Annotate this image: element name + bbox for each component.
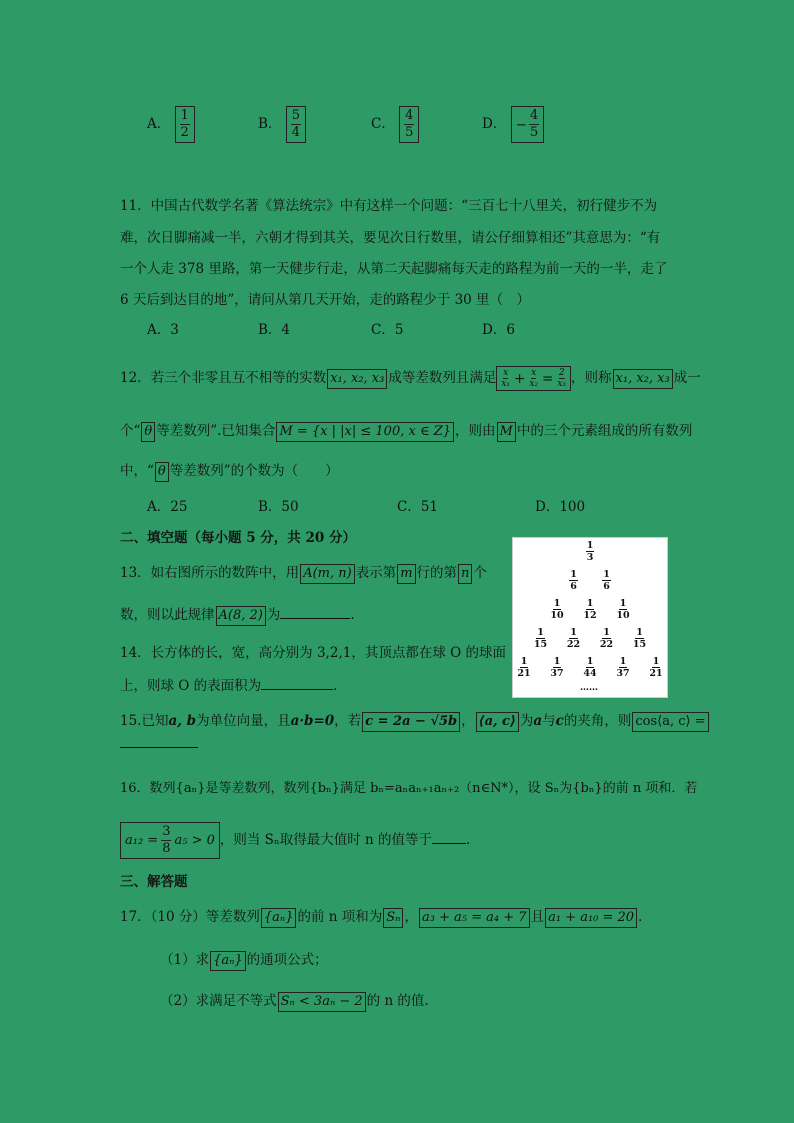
math-expression: a₁ + a₁₀ = 20 xyxy=(545,908,637,928)
q13-line-2 xyxy=(120,604,355,626)
answer-blank[interactable] xyxy=(120,747,198,748)
fraction-box xyxy=(511,106,545,143)
math-expression: A(8, 2) xyxy=(216,606,266,626)
q11-option-b: B．4 xyxy=(258,322,291,338)
q12-line-3 xyxy=(120,461,339,482)
fraction-numerator: 1 xyxy=(553,598,561,609)
q12-option-d: D．100 xyxy=(535,499,586,515)
q12-line-2 xyxy=(120,421,692,442)
math-expression: θ xyxy=(155,462,169,482)
fraction-numerator: 1 xyxy=(570,569,577,580)
q14-text: 上，则球 O 的表面积为 xyxy=(120,678,262,694)
math-expression: M = {x | |x| ≤ 100, x ∈ Z} xyxy=(276,422,454,442)
q17-text: （2）求满足不等式 xyxy=(160,993,277,1009)
q12-text: 成一 xyxy=(673,370,701,386)
q17-part-1 xyxy=(160,950,328,971)
q10-option-a xyxy=(147,106,195,143)
fraction-numerator: 1 xyxy=(586,598,594,609)
fraction-denominator: 37 xyxy=(550,668,564,679)
fraction-denominator: 15 xyxy=(632,639,647,650)
math-expression: x₁, x₂, x₃ xyxy=(327,369,387,389)
fraction-box xyxy=(286,106,306,143)
triangle-fraction xyxy=(549,598,565,621)
math-inequality-box xyxy=(120,822,220,859)
triangle-fraction xyxy=(648,656,664,679)
fraction-numerator: 1 xyxy=(586,656,594,667)
fraction xyxy=(501,368,510,389)
fraction-numerator: 1 xyxy=(586,540,594,551)
fraction xyxy=(161,824,171,857)
q12-text: 中，“ xyxy=(120,463,154,479)
section-heading-fill-in: 二、填空题（每小题 5 分，共 20 分） xyxy=(120,530,356,546)
q11-line-3: 一个人走 378 里路，第一天健步行走，从第二天起脚痛每天走的路程为前一天的一半，走了 xyxy=(120,261,668,277)
triangle-fraction xyxy=(615,598,631,621)
q13-text: 个 xyxy=(473,565,487,581)
q12-option-c: C．51 xyxy=(397,499,439,515)
fraction-numerator: 1 xyxy=(603,569,610,580)
fraction-denominator: 6 xyxy=(570,581,577,592)
q12-text: ，则称 xyxy=(571,370,612,386)
q17-text: ， xyxy=(404,909,418,925)
fraction-numerator: 1 xyxy=(570,627,577,638)
triangle-fraction xyxy=(582,656,598,679)
answer-blank[interactable] xyxy=(432,829,466,844)
section-heading-solutions: 三、解答题 xyxy=(120,874,188,890)
math-expression: M xyxy=(497,422,516,442)
option-letter: C． xyxy=(371,116,395,132)
q12-text: 个“ xyxy=(120,423,141,439)
q11-line-4: 6 天后到达目的地”，请问从第几天开始，走的路程少于 30 里（ ） xyxy=(120,292,531,308)
math-expression: A(m, n) xyxy=(300,564,355,584)
fraction-numerator: x xyxy=(531,368,537,378)
q11-line-2: 难，次日脚痛减一半，六朝才得到其关，要见次日行数里，请公仔细算相还”其意思为：“有 xyxy=(120,230,661,246)
fraction-denominator: 2 xyxy=(180,125,189,140)
triangle-fraction xyxy=(615,656,631,679)
q13-text: 13．如右图所示的数阵中，用 xyxy=(120,565,300,581)
math-expression: x₁, x₂, x₃ xyxy=(613,369,673,389)
q15-text: 为 xyxy=(519,713,534,729)
q14-line-2 xyxy=(120,675,337,696)
fraction-numerator: 1 xyxy=(603,627,610,638)
q13-text: 表示第 xyxy=(355,565,397,581)
fraction-denominator: 22 xyxy=(566,639,581,650)
q15-text: 15.已知 xyxy=(120,713,169,729)
q10-option-d xyxy=(482,106,544,143)
triangle-fraction xyxy=(516,656,532,679)
fraction-numerator: 1 xyxy=(652,656,660,667)
q15-text: 的夹角，则 xyxy=(563,713,632,729)
plus-sign: + xyxy=(514,370,526,387)
fraction-denominator: 4 xyxy=(291,125,300,140)
fraction-denominator: 37 xyxy=(616,668,630,679)
math-expression: Sₙ xyxy=(383,908,403,928)
math-term: a₅ > 0 xyxy=(174,832,215,848)
q11-option-d: D．6 xyxy=(482,322,515,338)
q11-option-a: A．3 xyxy=(147,322,179,338)
q12-option-b: B．50 xyxy=(258,499,299,515)
q15-text: 为单位向量，且 xyxy=(196,713,291,729)
q17-part-2 xyxy=(160,991,429,1012)
fraction xyxy=(529,368,538,389)
q17-text: 的 n 的值. xyxy=(366,993,429,1009)
math-equation-box xyxy=(496,366,571,391)
math-expression: ⟨a, c⟩ xyxy=(476,712,519,732)
q17-text: 17．（10 分）等差数列 xyxy=(120,909,260,925)
q17-text: ． xyxy=(638,909,652,925)
answer-blank[interactable] xyxy=(261,675,333,690)
q16-text: ． xyxy=(466,832,480,848)
q16-text: ，则当 Sₙ取得最大值时 n 的值等于 xyxy=(219,832,433,848)
continuation-dots: …… xyxy=(580,683,598,693)
fraction-numerator: x xyxy=(503,368,509,378)
q16-line-1: 16．数列{aₙ}是等差数列，数列{bₙ}满足 bₙ=aₙaₙ₊₁aₙ₊₂（n∈N*），设 Sₙ为{bₙ}的前 n 项和．若 xyxy=(120,781,698,796)
vector-symbol: a, b xyxy=(168,713,197,729)
q16-line-2 xyxy=(120,822,480,859)
math-expression: {aₙ} xyxy=(261,908,297,928)
fraction xyxy=(557,368,566,389)
q17-text: 的通项公式； xyxy=(246,952,328,968)
fraction-denominator: x₁ xyxy=(501,379,511,389)
fraction-numerator: 1 xyxy=(520,656,528,667)
q17-line-1 xyxy=(120,907,652,928)
math-term: a₁₂ = xyxy=(125,832,159,848)
q13-text: 行的第 xyxy=(416,565,458,581)
fraction-denominator: x₂ xyxy=(529,379,539,389)
math-expression: Sₙ < 3aₙ − 2 xyxy=(278,992,366,1012)
q14-text: . xyxy=(333,678,338,694)
fraction-numerator: 1 xyxy=(636,627,643,638)
fraction-numerator: 1 xyxy=(619,656,627,667)
q15-text: ，若 xyxy=(334,713,362,729)
triangle-fraction xyxy=(599,627,615,650)
q17-text: 的前 n 项和为 xyxy=(297,909,383,925)
q14-line-1: 14．长方体的长，宽，高分别为 3,2,1，其顶点都在球 O 的球面 xyxy=(120,645,506,661)
fraction-denominator: 10 xyxy=(616,610,630,621)
fraction-denominator: 3 xyxy=(586,552,594,563)
fraction-denominator: 22 xyxy=(599,639,614,650)
q13-text: . xyxy=(350,607,355,623)
q12-text: 12．若三个非零且互不相等的实数 xyxy=(120,370,327,386)
fraction-denominator: 5 xyxy=(405,125,414,140)
q12-option-a: A．25 xyxy=(147,499,188,515)
fraction-numerator: 5 xyxy=(291,108,300,123)
triangle-fraction xyxy=(599,569,615,592)
q15-text: 与 xyxy=(542,713,556,729)
triangle-fraction xyxy=(582,598,598,621)
fraction-denominator: 6 xyxy=(603,581,610,592)
fraction-denominator: x₃ xyxy=(557,379,567,389)
vector-symbol: c xyxy=(555,713,564,729)
fraction-box xyxy=(175,106,195,143)
math-expression: n xyxy=(458,564,472,584)
minus-sign: − xyxy=(515,116,527,133)
math-expression: θ xyxy=(141,422,155,442)
triangle-fraction xyxy=(582,540,598,563)
q13-text: 数，则以此规律 xyxy=(120,607,215,623)
q12-text: 成等差数列且满足 xyxy=(388,370,497,386)
q10-option-c xyxy=(371,106,419,143)
vector-symbol: a xyxy=(533,713,543,729)
q15-line-1 xyxy=(120,711,710,732)
q12-text: ，则由 xyxy=(455,423,496,439)
fraction-numerator: 4 xyxy=(405,108,414,123)
q12-line-1 xyxy=(120,366,701,391)
fraction-numerator: 2 xyxy=(558,368,565,378)
option-letter: A． xyxy=(147,116,171,132)
math-expression: a₃ + a₅ = a₄ + 7 xyxy=(419,908,530,928)
q17-text: （1）求 xyxy=(160,952,210,968)
fraction-numerator: 1 xyxy=(537,627,544,638)
fraction-numerator: 1 xyxy=(619,598,627,609)
triangle-fraction xyxy=(566,569,582,592)
dot-product-expression: a·b=0 xyxy=(290,713,335,729)
q17-text: 且 xyxy=(530,909,545,925)
q13-text: 为 xyxy=(266,607,281,623)
fraction-numerator: 4 xyxy=(529,108,539,123)
equals-sign: = xyxy=(542,370,554,387)
triangle-fraction xyxy=(533,627,549,650)
answer-blank[interactable] xyxy=(280,604,350,619)
option-letter: B． xyxy=(258,116,282,132)
fraction-denominator: 12 xyxy=(583,610,597,621)
fraction-denominator: 10 xyxy=(550,610,564,621)
q11-option-c: C．5 xyxy=(371,322,404,338)
fraction-numerator: 3 xyxy=(162,824,171,839)
triangle-fraction xyxy=(632,627,648,650)
fraction-denominator: 15 xyxy=(533,639,548,650)
q12-text: 中的三个元素组成的所有数列 xyxy=(516,423,693,439)
fraction-numerator: 1 xyxy=(553,656,561,667)
math-expression: c = 2a − √5b xyxy=(362,712,460,732)
triangle-fraction xyxy=(566,627,582,650)
math-expression: cos⟨a, c⟩ = xyxy=(632,712,708,732)
triangle-fraction xyxy=(549,656,565,679)
math-expression: {aₙ} xyxy=(210,951,246,971)
q10-option-b xyxy=(258,106,306,143)
fraction-numerator: 1 xyxy=(180,108,189,123)
fraction-denominator: 44 xyxy=(583,668,597,679)
option-letter: D． xyxy=(482,116,507,132)
q13-line-1 xyxy=(120,563,487,584)
q12-text: 等差数列”.已知集合 xyxy=(156,423,276,439)
q15-text: ， xyxy=(461,713,475,729)
fraction-denominator: 21 xyxy=(649,668,663,679)
q11-line-1: 11．中国古代数学名著《算法统宗》中有这样一个问题：“三百七十八里关，初行健步不为 xyxy=(120,198,658,214)
fraction-denominator: 8 xyxy=(162,841,171,856)
fraction-box xyxy=(399,106,419,143)
fraction-denominator: 5 xyxy=(529,125,539,140)
fraction-denominator: 21 xyxy=(517,668,531,679)
number-triangle-figure xyxy=(512,537,668,698)
math-expression: m xyxy=(397,564,415,584)
q12-text: 等差数列”的个数为（ ） xyxy=(169,463,339,479)
